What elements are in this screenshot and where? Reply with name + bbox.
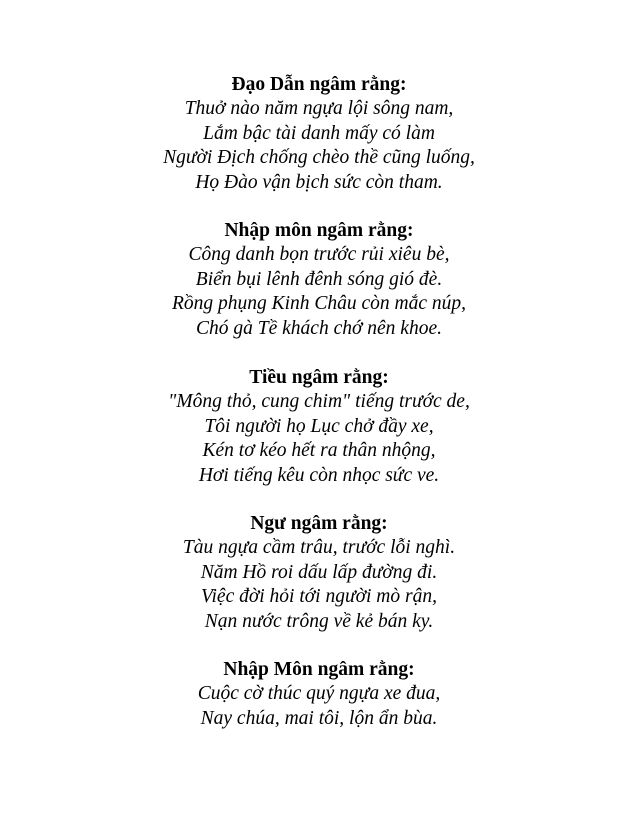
verse-line: Việc đời hỏi tới người mò rận,: [201, 586, 437, 607]
stanza-heading: Nhập môn ngâm rằng:: [224, 220, 414, 241]
verse-line: Thuở nào năm ngựa lội sông nam,: [184, 98, 454, 119]
verse-line: Tôi người họ Lục chở đầy xe,: [204, 415, 434, 437]
poem-stanza: [0, 73, 638, 195]
verse-line: Nay chúa, mai tôi, lộn ẩn bùa.: [200, 707, 438, 729]
verse-line: Họ Đào vận bịch sức còn tham.: [195, 171, 443, 193]
verse-line: Nạn nước trông về kẻ bán ky.: [204, 610, 434, 632]
stanza-heading: Ngư ngâm rằng:: [250, 513, 388, 534]
verse-line: Lắm bậc tài danh mấy có làm: [203, 122, 435, 144]
poem-stanza: [0, 219, 638, 341]
poem-stanza: [0, 512, 638, 634]
verse-line: Tàu ngựa cầm trâu, trước lỗi nghì.: [182, 537, 456, 558]
stanza-heading: Tiều ngâm rằng:: [249, 367, 389, 388]
verse-line: Biển bụi lênh đênh sóng gió đè.: [195, 268, 443, 290]
stanza-heading: Đạo Dẫn ngâm rằng:: [231, 74, 407, 95]
verse-line: Cuộc cờ thúc quý ngựa xe đua,: [197, 683, 441, 704]
verse-line: Chó gà Tề khách chớ nên khoe.: [196, 317, 442, 339]
verse-line: Người Địch chống chèo thề cũng luống,: [163, 147, 475, 168]
verse-line: Hơi tiếng kêu còn nhọc sức ve.: [198, 464, 440, 486]
poem-stanza: [0, 658, 638, 731]
verse-line: Kén tơ kéo hết ra thân nhộng,: [202, 440, 436, 461]
verse-line: "Mông thỏ, cung chim" tiếng trước de,: [168, 391, 470, 412]
verse-line: Rồng phụng Kinh Châu còn mắc núp,: [171, 293, 467, 314]
stanza-heading: Nhập Môn ngâm rằng:: [223, 659, 415, 680]
poem-stanza: [0, 366, 638, 488]
verse-line: Năm Hồ roi dấu lấp đường đi.: [200, 561, 438, 583]
verse-line: Công danh bọn trước rủi xiêu bè,: [188, 244, 450, 265]
